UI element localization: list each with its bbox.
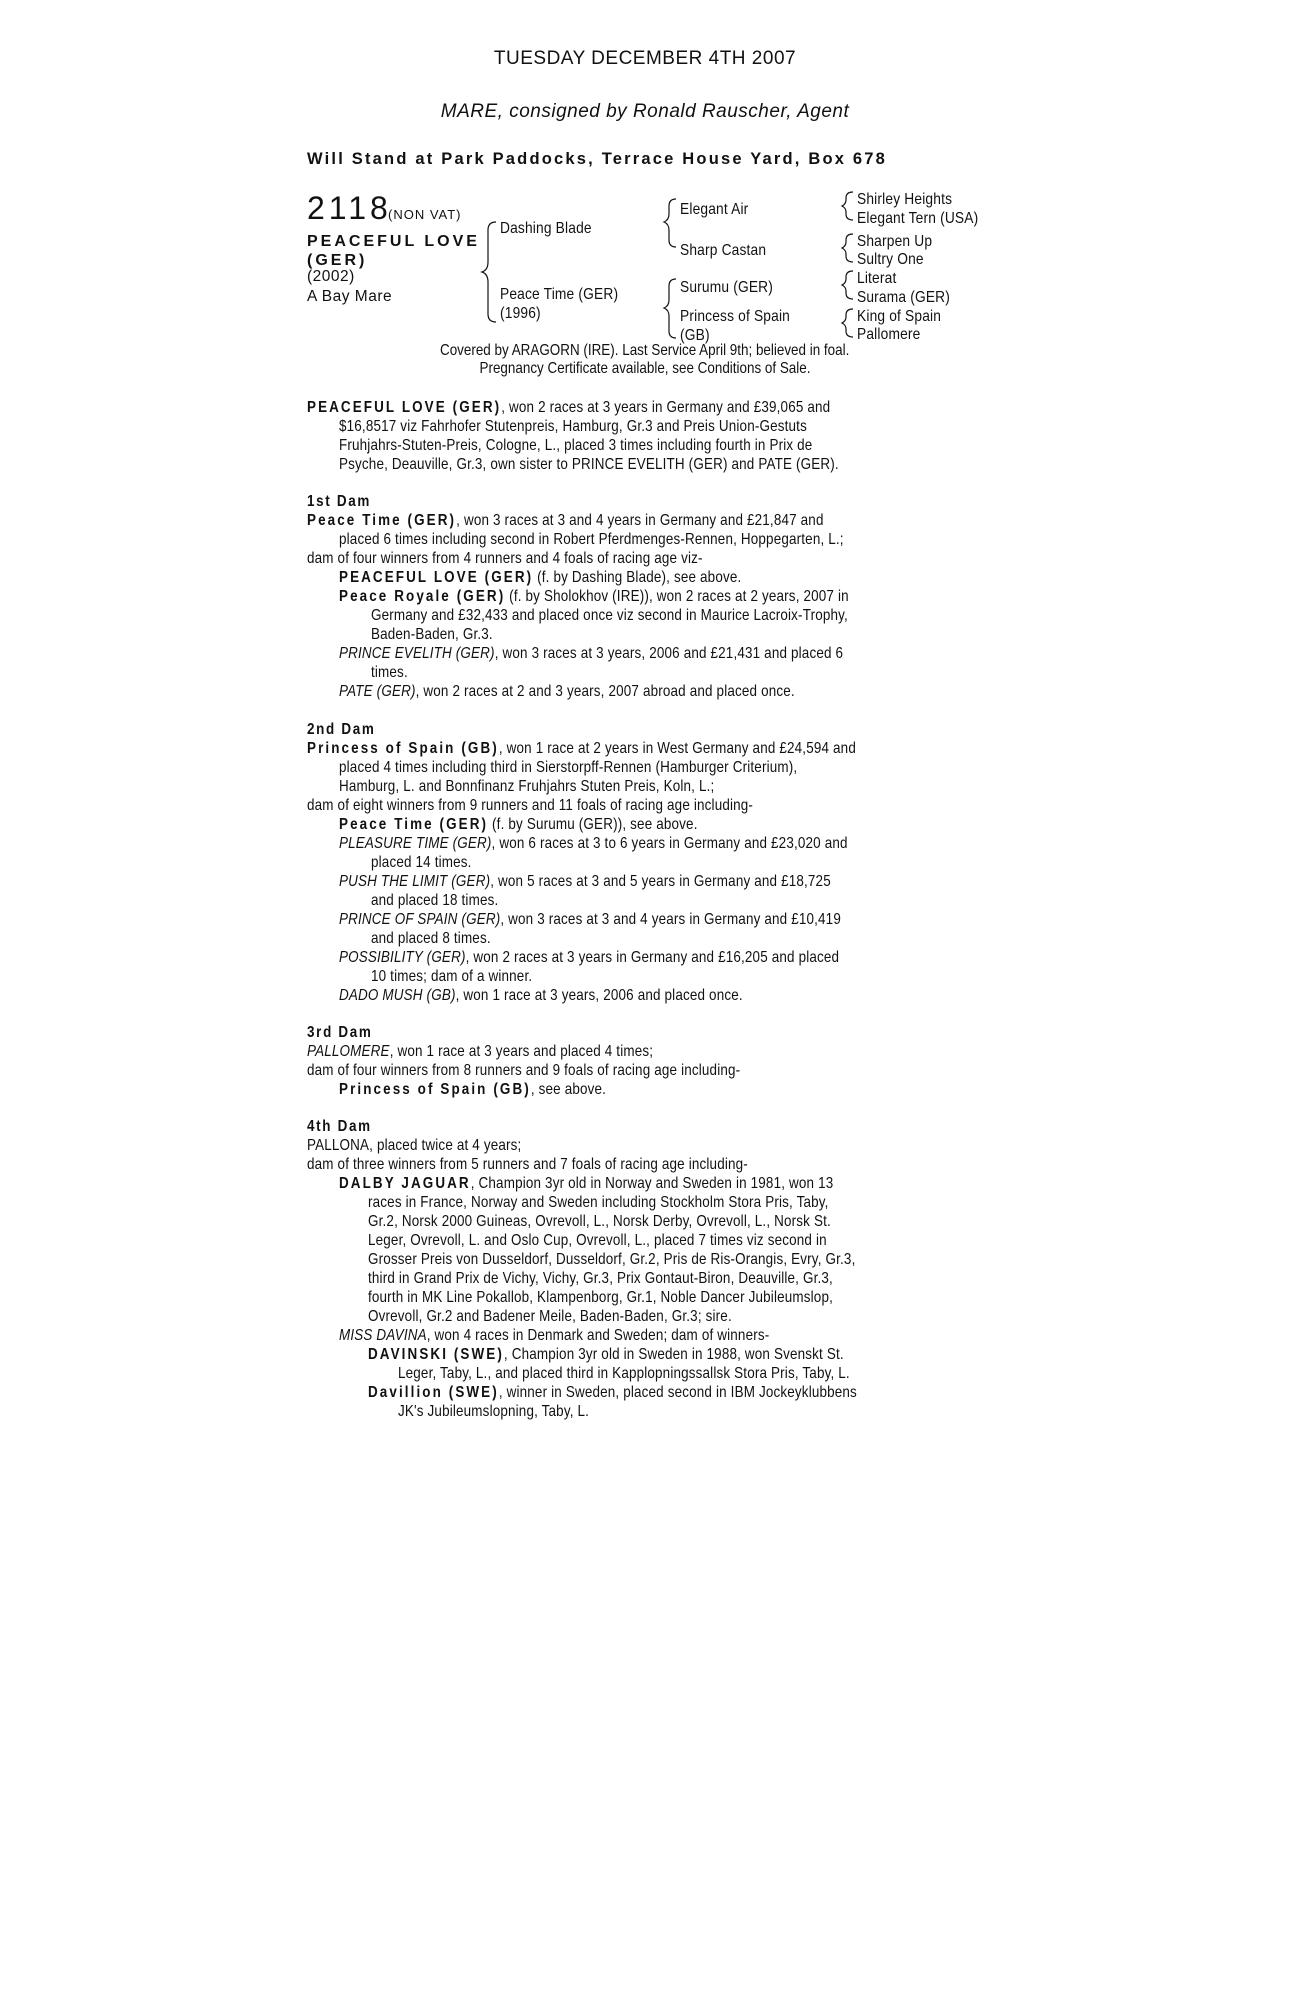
sire-dam: Sharp Castan [680, 242, 767, 259]
note-line: dam of eight winners from 9 runners and 11 foals of racing age including- [307, 797, 754, 814]
note-line: Psyche, Deauville, Gr.3, own sister to PRINCE EVELITH (GER) and PATE (GER). [339, 456, 839, 473]
horse-name-line2: (GER) [307, 252, 368, 269]
horse-ref: PEACEFUL LOVE (GER) [339, 569, 534, 586]
dam-sire-dam: Surama (GER) [857, 289, 951, 306]
note-line: dam of four winners from 4 runners and 4 foals of racing age viz- [307, 550, 703, 567]
note-line: JK's Jubileumslopning, Taby, L. [398, 1403, 590, 1420]
horse-ref: Davillion (SWE) [368, 1384, 499, 1401]
note-line: PRINCE OF SPAIN (GER), won 3 races at 3 and 4 years in Germany and £10,419 [339, 911, 841, 928]
horse-ref: PRINCE EVELITH (GER) [339, 645, 495, 662]
dam-sire-sire: Literat [857, 270, 897, 287]
pregnancy-text: Pregnancy Certificate available, see Conditions of Sale. [479, 360, 811, 377]
note-line: and placed 8 times. [371, 930, 491, 947]
note-line: Peace Time (GER), won 3 races at 3 and 4 years in Germany and £21,847 and [307, 512, 824, 529]
note-line: and placed 18 times. [371, 892, 499, 909]
horse-ref: DADO MUSH (GB) [339, 987, 456, 1004]
note-line: Ovrevoll, Gr.2 and Badener Meile, Baden-Baden, Gr.3; sire. [368, 1308, 732, 1325]
foaling-year: (2002) [307, 268, 355, 285]
horse-ref: PRINCE OF SPAIN (GER) [339, 911, 501, 928]
note-line: dam of three winners from 5 runners and 7 foals of racing age including- [307, 1156, 748, 1173]
note-line: PLEASURE TIME (GER), won 6 races at 3 to 6 years in Germany and £23,020 and [339, 835, 848, 852]
section-heading: 2nd Dam [307, 721, 376, 738]
note-line: PATE (GER), won 2 races at 2 and 3 years, 2007 abroad and placed once. [339, 683, 795, 700]
horse-ref: Peace Royale (GER) [339, 588, 506, 605]
note-line: Hamburg, L. and Bonnfinanz Fruhjahrs Stuten Preis, Koln, L.; [339, 778, 715, 795]
stand-location: Will Stand at Park Paddocks, Terrace House Yard, Box 678 [307, 150, 888, 168]
note-line: Germany and £32,433 and placed once viz second in Maurice Lacroix-Trophy, [371, 607, 848, 624]
note-line: DALBY JAGUAR, Champion 3yr old in Norway and Sweden in 1981, won 13 [339, 1175, 834, 1192]
note-line: PRINCE EVELITH (GER), won 3 races at 3 years, 2006 and £21,431 and placed 6 [339, 645, 844, 662]
note-line: placed 14 times. [371, 854, 472, 871]
dam-dam-sire: King of Spain [857, 308, 942, 325]
horse-ref: DAVINSKI (SWE) [368, 1346, 504, 1363]
section-heading: 3rd Dam [307, 1024, 373, 1041]
note-line: placed 4 times including third in Sierstorpff-Rennen (Hamburger Criterium), [339, 759, 798, 776]
dam-sire: Surumu (GER) [680, 279, 774, 296]
note-line: MISS DAVINA, won 4 races in Denmark and Sweden; dam of winners- [339, 1327, 770, 1344]
dam-dam-country: (GB) [680, 327, 710, 344]
horse-ref: Peace Time (GER) [307, 512, 457, 529]
horse-ref: DALBY JAGUAR [339, 1175, 471, 1192]
sire-sire-sire: Shirley Heights [857, 191, 953, 208]
horse-ref: PEACEFUL LOVE (GER) [307, 399, 502, 416]
note-line: Peace Time (GER) (f. by Surumu (GER)), see above. [339, 816, 698, 833]
note-line: 10 times; dam of a winner. [371, 968, 533, 985]
note-line: $16,8517 viz Fahrhofer Stutenpreis, Hamburg, Gr.3 and Preis Union-Gestuts [339, 418, 807, 435]
note-line: Leger, Ovrevoll, L. and Oslo Cup, Ovrevoll, L., placed 7 times viz second in [368, 1232, 827, 1249]
covered-text: Covered by ARAGORN (IRE). Last Service April 9th; believed in foal. [440, 342, 850, 359]
note-line: PALLONA, placed twice at 4 years; [307, 1137, 522, 1154]
note-line: third in Grand Prix de Vichy, Vichy, Gr.3, Prix Gontaut-Biron, Deauville, Gr.3, [368, 1270, 833, 1287]
sire-sire: Elegant Air [680, 201, 749, 218]
dam-name: Peace Time (GER) [500, 286, 619, 303]
note-line: times. [371, 664, 408, 681]
sale-date: TUESDAY DECEMBER 4TH 2007 [493, 48, 797, 69]
lot-number: 2118 [307, 190, 392, 226]
horse-ref: PATE (GER) [339, 683, 416, 700]
note-line: PALLOMERE, won 1 race at 3 years and placed 4 times; [307, 1043, 654, 1060]
pedigree-brackets [0, 0, 1290, 360]
note-line: PEACEFUL LOVE (GER) (f. by Dashing Blade), see above. [339, 569, 742, 586]
pregnancy-line [0, 360, 1290, 378]
note-line: PEACEFUL LOVE (GER), won 2 races at 3 years in Germany and £39,065 and [307, 399, 831, 416]
note-line: Peace Royale (GER) (f. by Sholokhov (IRE)), won 2 races at 2 years, 2007 in [339, 588, 849, 605]
note-line: Princess of Spain (GB), won 1 race at 2 years in West Germany and £24,594 and [307, 740, 856, 757]
note-line: Grosser Preis von Dusseldorf, Dusseldorf, Gr.2, Pris de Ris-Orangis, Evry, Gr.3, [368, 1251, 856, 1268]
note-line: POSSIBILITY (GER), won 2 races at 3 years in Germany and £16,205 and placed [339, 949, 840, 966]
note-line: Baden-Baden, Gr.3. [371, 626, 493, 643]
note-line: DADO MUSH (GB), won 1 race at 3 years, 2006 and placed once. [339, 987, 743, 1004]
sire: Dashing Blade [500, 220, 592, 237]
consignor-line: MARE, consigned by Ronald Rauscher, Agent [440, 101, 850, 122]
sire-sire-dam: Elegant Tern (USA) [857, 210, 979, 227]
note-line: Fruhjahrs-Stuten-Preis, Cologne, L., placed 3 times including fourth in Prix de [339, 437, 813, 454]
note-line: fourth in MK Line Pokallob, Klampenborg, Gr.1, Noble Dancer Jubileumslop, [368, 1289, 833, 1306]
dam-dam-name: Princess of Spain [680, 308, 791, 325]
horse-description: A Bay Mare [307, 288, 393, 305]
note-line: Princess of Spain (GB), see above. [339, 1081, 607, 1098]
note-line: races in France, Norway and Sweden including Stockholm Stora Pris, Taby, [368, 1194, 829, 1211]
horse-ref: PALLOMERE [307, 1043, 390, 1060]
note-line: placed 6 times including second in Robert Pferdmenges-Rennen, Hoppegarten, L.; [339, 531, 844, 548]
horse-ref: Peace Time (GER) [339, 816, 489, 833]
dam-dam-dam: Pallomere [857, 326, 921, 343]
horse-ref: Princess of Spain (GB) [307, 740, 499, 757]
section-heading: 4th Dam [307, 1118, 372, 1135]
horse-ref: MISS DAVINA [339, 1327, 427, 1344]
horse-ref: POSSIBILITY (GER) [339, 949, 466, 966]
covered-line [0, 342, 1290, 360]
sire-dam-sire: Sharpen Up [857, 233, 933, 250]
horse-name-line1: PEACEFUL LOVE [307, 233, 480, 250]
note-line: PUSH THE LIMIT (GER), won 5 races at 3 and 5 years in Germany and £18,725 [339, 873, 831, 890]
sire-dam-dam: Sultry One [857, 251, 924, 268]
horse-ref: PLEASURE TIME (GER) [339, 835, 492, 852]
vat-status: (NON VAT) [388, 207, 462, 222]
dam-year: (1996) [500, 305, 541, 322]
note-line: Gr.2, Norsk 2000 Guineas, Ovrevoll, L., Norsk Derby, Ovrevoll, L., Norsk St. [368, 1213, 831, 1230]
note-line: Davillion (SWE), winner in Sweden, placed second in IBM Jockeyklubbens [368, 1384, 857, 1401]
horse-ref: PUSH THE LIMIT (GER) [339, 873, 491, 890]
horse-ref: Princess of Spain (GB) [339, 1081, 531, 1098]
note-line: dam of four winners from 8 runners and 9 foals of racing age including- [307, 1062, 741, 1079]
note-line: Leger, Taby, L., and placed third in Kapplopningssallsk Stora Pris, Taby, L. [398, 1365, 850, 1382]
section-heading: 1st Dam [307, 493, 372, 510]
note-line: DAVINSKI (SWE), Champion 3yr old in Sweden in 1988, won Svenskt St. [368, 1346, 844, 1363]
